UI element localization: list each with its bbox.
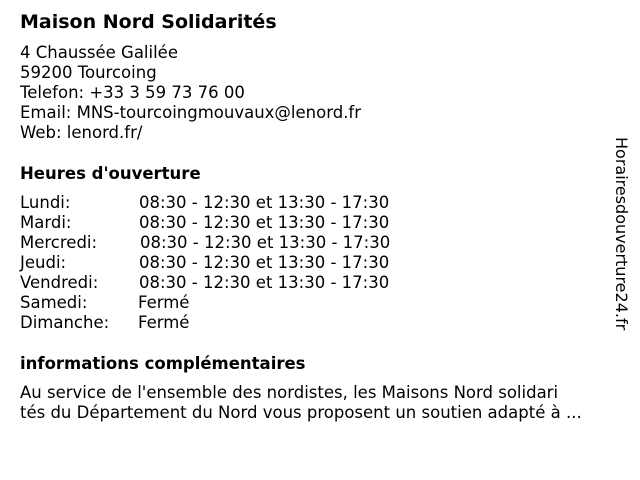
hours-value: Fermé xyxy=(138,293,190,312)
hours-value: 08:30 - 12:30 et 13:30 - 17:30 xyxy=(139,213,390,232)
hours-value: 08:30 - 12:30 et 13:30 - 17:30 xyxy=(140,233,391,252)
day-label: Vendredi: xyxy=(20,273,99,292)
day-label: Jeudi: xyxy=(20,253,67,272)
day-label: Samedi: xyxy=(20,293,88,312)
day-label: Mercredi: xyxy=(20,233,98,252)
hours-heading: Heures d'ouverture xyxy=(20,164,201,183)
email-address: Email: MNS-tourcoingmouvaux@lenord.fr xyxy=(20,103,362,122)
hours-value: Fermé xyxy=(138,313,190,332)
city-address: 59200 Tourcoing xyxy=(20,63,157,82)
day-label: Dimanche: xyxy=(20,313,110,332)
page-title: Maison Nord Solidarités xyxy=(20,11,277,33)
day-label: Lundi: xyxy=(20,193,71,212)
info-line: tés du Département du Nord vous proposent un soutien adapté à ... xyxy=(20,403,582,422)
street-address: 4 Chaussée Galilée xyxy=(20,43,178,62)
site-watermark xyxy=(609,137,633,367)
day-label: Mardi: xyxy=(20,213,72,232)
watermark-text: Horairesdouverture24.fr xyxy=(612,137,631,331)
info-description xyxy=(20,383,582,423)
phone-number: Telefon: +33 3 59 73 76 00 xyxy=(20,83,245,102)
hours-value: 08:30 - 12:30 et 13:30 - 17:30 xyxy=(139,253,390,272)
info-line: Au service de l'ensemble des nordistes, les Maisons Nord solidari xyxy=(20,383,559,402)
hours-value: 08:30 - 12:30 et 13:30 - 17:30 xyxy=(139,273,390,292)
contact-block xyxy=(20,43,361,143)
hours-value: 08:30 - 12:30 et 13:30 - 17:30 xyxy=(139,193,390,212)
info-heading: informations complémentaires xyxy=(20,354,306,373)
website: Web: lenord.fr/ xyxy=(20,123,143,142)
